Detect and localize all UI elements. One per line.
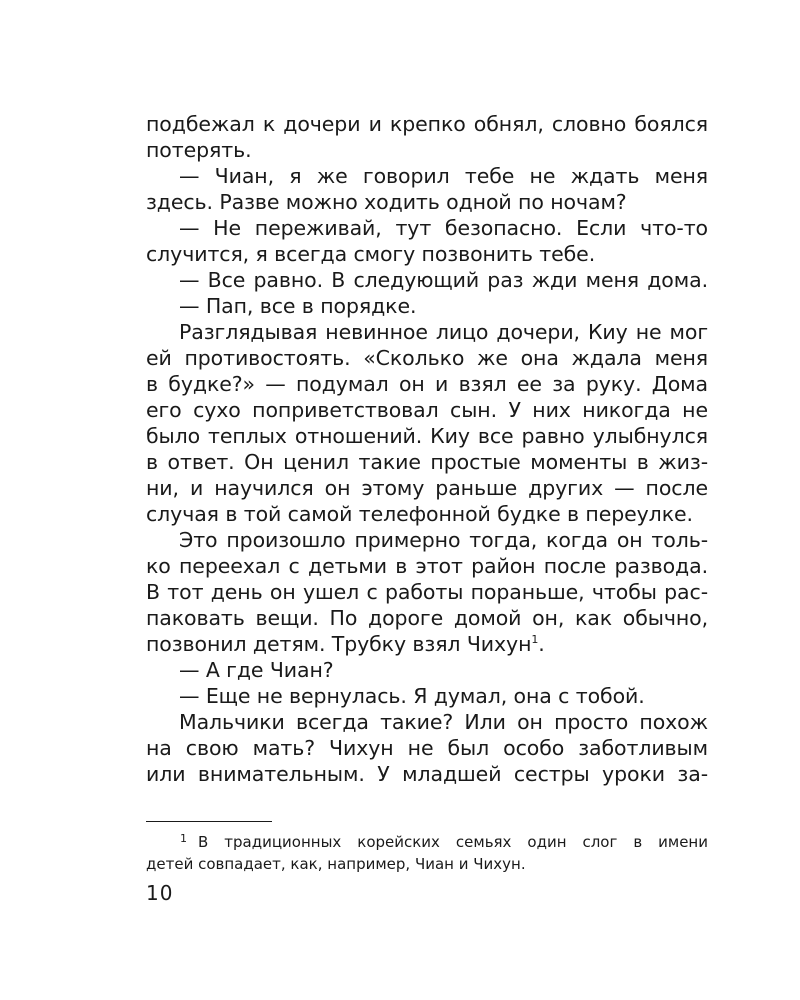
text-line: случая в той самой телефонной будке в переулке. [146, 502, 693, 526]
text-line: ко переехал с детьми в этот район после развода. [146, 554, 708, 578]
text-line: случится, я всегда смогу позвонить тебе. [146, 242, 596, 266]
text-line: паковать вещи. По дороге домой он, как обычно, [146, 606, 708, 630]
text-line: потерять. [146, 138, 252, 162]
text-line: — А где Чиан? [179, 658, 334, 682]
text-line: или внимательным. У младшей сестры уроки за- [146, 762, 708, 786]
footnote-divider [146, 821, 272, 822]
text-line: его сухо поприветствовал сын. У них никогда не [146, 398, 708, 422]
text-line: — Все равно. В следующий раз жди меня дома. [179, 268, 708, 292]
footnote-line [146, 831, 708, 853]
text-line: в ответ. Он ценил такие простые моменты в жиз- [146, 450, 708, 474]
text-line-content: позвонил детям. Трубку взял Чихун [146, 632, 532, 656]
footnote-marker: 1 [180, 832, 187, 845]
text-line: Мальчики всегда такие? Или он просто похож [179, 710, 708, 734]
text-line: ей противостоять. «Сколько же она ждала меня [146, 346, 708, 370]
text-line: было теплых отношений. Киу все равно улыбнулся [146, 424, 708, 448]
text-line: В тот день он ушел с работы пораньше, чтобы рас- [146, 580, 708, 604]
text-line: — Пап, все в порядке. [179, 294, 417, 318]
footnote-line: детей совпадает, как, например, Чиан и Чихун. [146, 855, 526, 873]
text-line: на свою мать? Чихун не был особо заботливым [146, 736, 708, 760]
text-line-with-footnote-ref [146, 631, 708, 657]
page-body [146, 111, 708, 787]
text-line: в будке?» — подумал он и взял ее за руку. Дома [146, 372, 708, 396]
text-line: ни, и научился он этому раньше других — после [146, 476, 708, 500]
text-line: Разглядывая невинное лицо дочери, Киу не мог [179, 320, 708, 344]
page-number: 10 [146, 881, 174, 905]
text-line: — Не переживай, тут безопасно. Если что-то [179, 216, 708, 240]
text-line: — Чиан, я же говорил тебе не ждать меня [179, 164, 708, 188]
text-line-suffix: . [538, 632, 545, 656]
text-line: подбежал к дочери и крепко обнял, словно боялся [146, 112, 708, 136]
footnote-reference[interactable]: 1 [531, 633, 539, 646]
footnote-section [146, 831, 708, 875]
text-line: — Еще не вернулась. Я думал, она с тобой. [179, 684, 645, 708]
text-line: здесь. Разве можно ходить одной по ночам? [146, 190, 627, 214]
text-line: Это произошло примерно тогда, когда он толь- [179, 528, 708, 552]
footnote-text: В традиционных корейских семьях один слог в имени [198, 833, 708, 851]
